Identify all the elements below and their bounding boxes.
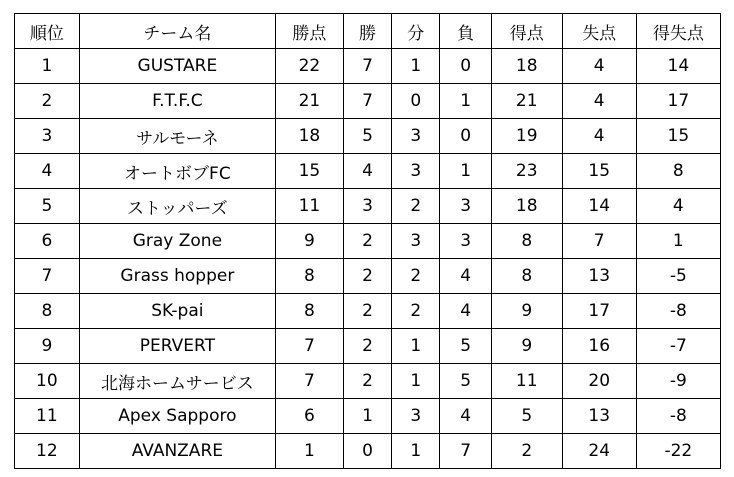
table-row bbox=[15, 224, 721, 259]
cell-goals-for: 9 bbox=[491, 329, 562, 364]
cell-losses: 4 bbox=[440, 294, 491, 329]
cell-rank: 7 bbox=[15, 259, 80, 294]
cell-points: 7 bbox=[276, 364, 344, 399]
cell-goals-against: 24 bbox=[562, 434, 636, 469]
cell-rank: 3 bbox=[15, 119, 80, 154]
cell-wins: 7 bbox=[343, 49, 391, 84]
cell-wins: 2 bbox=[343, 224, 391, 259]
cell-goals-for: 2 bbox=[491, 434, 562, 469]
cell-rank: 8 bbox=[15, 294, 80, 329]
table-row bbox=[15, 434, 721, 469]
cell-team: PERVERT bbox=[79, 329, 275, 364]
cell-wins: 2 bbox=[343, 259, 391, 294]
cell-points: 6 bbox=[276, 399, 344, 434]
cell-goal-diff: 17 bbox=[636, 84, 720, 119]
cell-goals-for: 8 bbox=[491, 259, 562, 294]
cell-wins: 2 bbox=[343, 294, 391, 329]
cell-team: Apex Sapporo bbox=[79, 399, 275, 434]
cell-goals-for: 19 bbox=[491, 119, 562, 154]
cell-draws: 1 bbox=[392, 49, 440, 84]
cell-goals-for: 18 bbox=[491, 189, 562, 224]
cell-wins: 5 bbox=[343, 119, 391, 154]
cell-points: 11 bbox=[276, 189, 344, 224]
cell-goal-diff: 8 bbox=[636, 154, 720, 189]
cell-team: AVANZARE bbox=[79, 434, 275, 469]
header-goals-for: 得点 bbox=[491, 14, 562, 49]
cell-team: オートボブFC bbox=[79, 154, 275, 189]
cell-rank: 9 bbox=[15, 329, 80, 364]
cell-goal-diff: 1 bbox=[636, 224, 720, 259]
cell-rank: 5 bbox=[15, 189, 80, 224]
cell-losses: 5 bbox=[440, 329, 491, 364]
cell-goals-against: 20 bbox=[562, 364, 636, 399]
cell-goals-against: 14 bbox=[562, 189, 636, 224]
cell-goals-for: 23 bbox=[491, 154, 562, 189]
cell-losses: 4 bbox=[440, 399, 491, 434]
cell-draws: 1 bbox=[392, 364, 440, 399]
cell-team: Gray Zone bbox=[79, 224, 275, 259]
cell-draws: 3 bbox=[392, 399, 440, 434]
cell-draws: 2 bbox=[392, 294, 440, 329]
header-wins: 勝 bbox=[343, 14, 391, 49]
cell-goals-against: 4 bbox=[562, 49, 636, 84]
cell-points: 9 bbox=[276, 224, 344, 259]
standings-table bbox=[14, 13, 721, 469]
cell-goals-against: 4 bbox=[562, 84, 636, 119]
cell-goal-diff: -8 bbox=[636, 399, 720, 434]
cell-wins: 0 bbox=[343, 434, 391, 469]
cell-goals-against: 4 bbox=[562, 119, 636, 154]
cell-team: F.T.F.C bbox=[79, 84, 275, 119]
table-header bbox=[15, 14, 721, 49]
cell-team: 北海ホームサービス bbox=[79, 364, 275, 399]
cell-losses: 3 bbox=[440, 189, 491, 224]
cell-draws: 2 bbox=[392, 259, 440, 294]
cell-wins: 7 bbox=[343, 84, 391, 119]
cell-losses: 0 bbox=[440, 119, 491, 154]
table-row bbox=[15, 84, 721, 119]
cell-losses: 3 bbox=[440, 224, 491, 259]
cell-rank: 1 bbox=[15, 49, 80, 84]
cell-points: 7 bbox=[276, 329, 344, 364]
cell-goal-diff: -22 bbox=[636, 434, 720, 469]
cell-rank: 4 bbox=[15, 154, 80, 189]
table-body bbox=[15, 49, 721, 469]
cell-wins: 3 bbox=[343, 189, 391, 224]
table-row bbox=[15, 364, 721, 399]
cell-team: ストッパーズ bbox=[79, 189, 275, 224]
table-row bbox=[15, 259, 721, 294]
table-row bbox=[15, 154, 721, 189]
cell-goal-diff: 15 bbox=[636, 119, 720, 154]
cell-goal-diff: -9 bbox=[636, 364, 720, 399]
cell-team: Grass hopper bbox=[79, 259, 275, 294]
cell-goals-against: 13 bbox=[562, 399, 636, 434]
cell-wins: 2 bbox=[343, 364, 391, 399]
header-draws: 分 bbox=[392, 14, 440, 49]
cell-points: 1 bbox=[276, 434, 344, 469]
cell-goals-for: 9 bbox=[491, 294, 562, 329]
cell-draws: 3 bbox=[392, 119, 440, 154]
cell-draws: 3 bbox=[392, 224, 440, 259]
cell-losses: 0 bbox=[440, 49, 491, 84]
cell-losses: 4 bbox=[440, 259, 491, 294]
cell-draws: 2 bbox=[392, 189, 440, 224]
cell-rank: 6 bbox=[15, 224, 80, 259]
cell-losses: 1 bbox=[440, 84, 491, 119]
cell-goal-diff: -7 bbox=[636, 329, 720, 364]
cell-goal-diff: 14 bbox=[636, 49, 720, 84]
cell-points: 8 bbox=[276, 294, 344, 329]
cell-rank: 12 bbox=[15, 434, 80, 469]
cell-wins: 2 bbox=[343, 329, 391, 364]
cell-points: 15 bbox=[276, 154, 344, 189]
cell-losses: 5 bbox=[440, 364, 491, 399]
cell-team: SK-pai bbox=[79, 294, 275, 329]
cell-draws: 1 bbox=[392, 329, 440, 364]
cell-draws: 3 bbox=[392, 154, 440, 189]
header-goal-diff: 得失点 bbox=[636, 14, 720, 49]
table-row bbox=[15, 49, 721, 84]
cell-rank: 2 bbox=[15, 84, 80, 119]
cell-goals-for: 18 bbox=[491, 49, 562, 84]
header-rank: 順位 bbox=[15, 14, 80, 49]
table-row bbox=[15, 294, 721, 329]
cell-points: 8 bbox=[276, 259, 344, 294]
cell-goal-diff: 4 bbox=[636, 189, 720, 224]
header-losses: 負 bbox=[440, 14, 491, 49]
cell-points: 21 bbox=[276, 84, 344, 119]
cell-goals-for: 21 bbox=[491, 84, 562, 119]
cell-rank: 11 bbox=[15, 399, 80, 434]
table-row bbox=[15, 189, 721, 224]
cell-goal-diff: -5 bbox=[636, 259, 720, 294]
header-team: チーム名 bbox=[79, 14, 275, 49]
cell-goals-against: 13 bbox=[562, 259, 636, 294]
cell-draws: 1 bbox=[392, 434, 440, 469]
cell-points: 18 bbox=[276, 119, 344, 154]
cell-goals-against: 15 bbox=[562, 154, 636, 189]
header-row bbox=[15, 14, 721, 49]
cell-wins: 1 bbox=[343, 399, 391, 434]
cell-team: GUSTARE bbox=[79, 49, 275, 84]
header-points: 勝点 bbox=[276, 14, 344, 49]
cell-losses: 7 bbox=[440, 434, 491, 469]
cell-team: サルモーネ bbox=[79, 119, 275, 154]
cell-draws: 0 bbox=[392, 84, 440, 119]
cell-points: 22 bbox=[276, 49, 344, 84]
cell-goals-for: 5 bbox=[491, 399, 562, 434]
header-goals-against: 失点 bbox=[562, 14, 636, 49]
cell-losses: 1 bbox=[440, 154, 491, 189]
cell-wins: 4 bbox=[343, 154, 391, 189]
cell-goals-for: 8 bbox=[491, 224, 562, 259]
table-row bbox=[15, 399, 721, 434]
cell-goals-against: 17 bbox=[562, 294, 636, 329]
cell-goal-diff: -8 bbox=[636, 294, 720, 329]
table-row bbox=[15, 119, 721, 154]
cell-goals-against: 16 bbox=[562, 329, 636, 364]
table-row bbox=[15, 329, 721, 364]
cell-goals-for: 11 bbox=[491, 364, 562, 399]
cell-goals-against: 7 bbox=[562, 224, 636, 259]
cell-rank: 10 bbox=[15, 364, 80, 399]
